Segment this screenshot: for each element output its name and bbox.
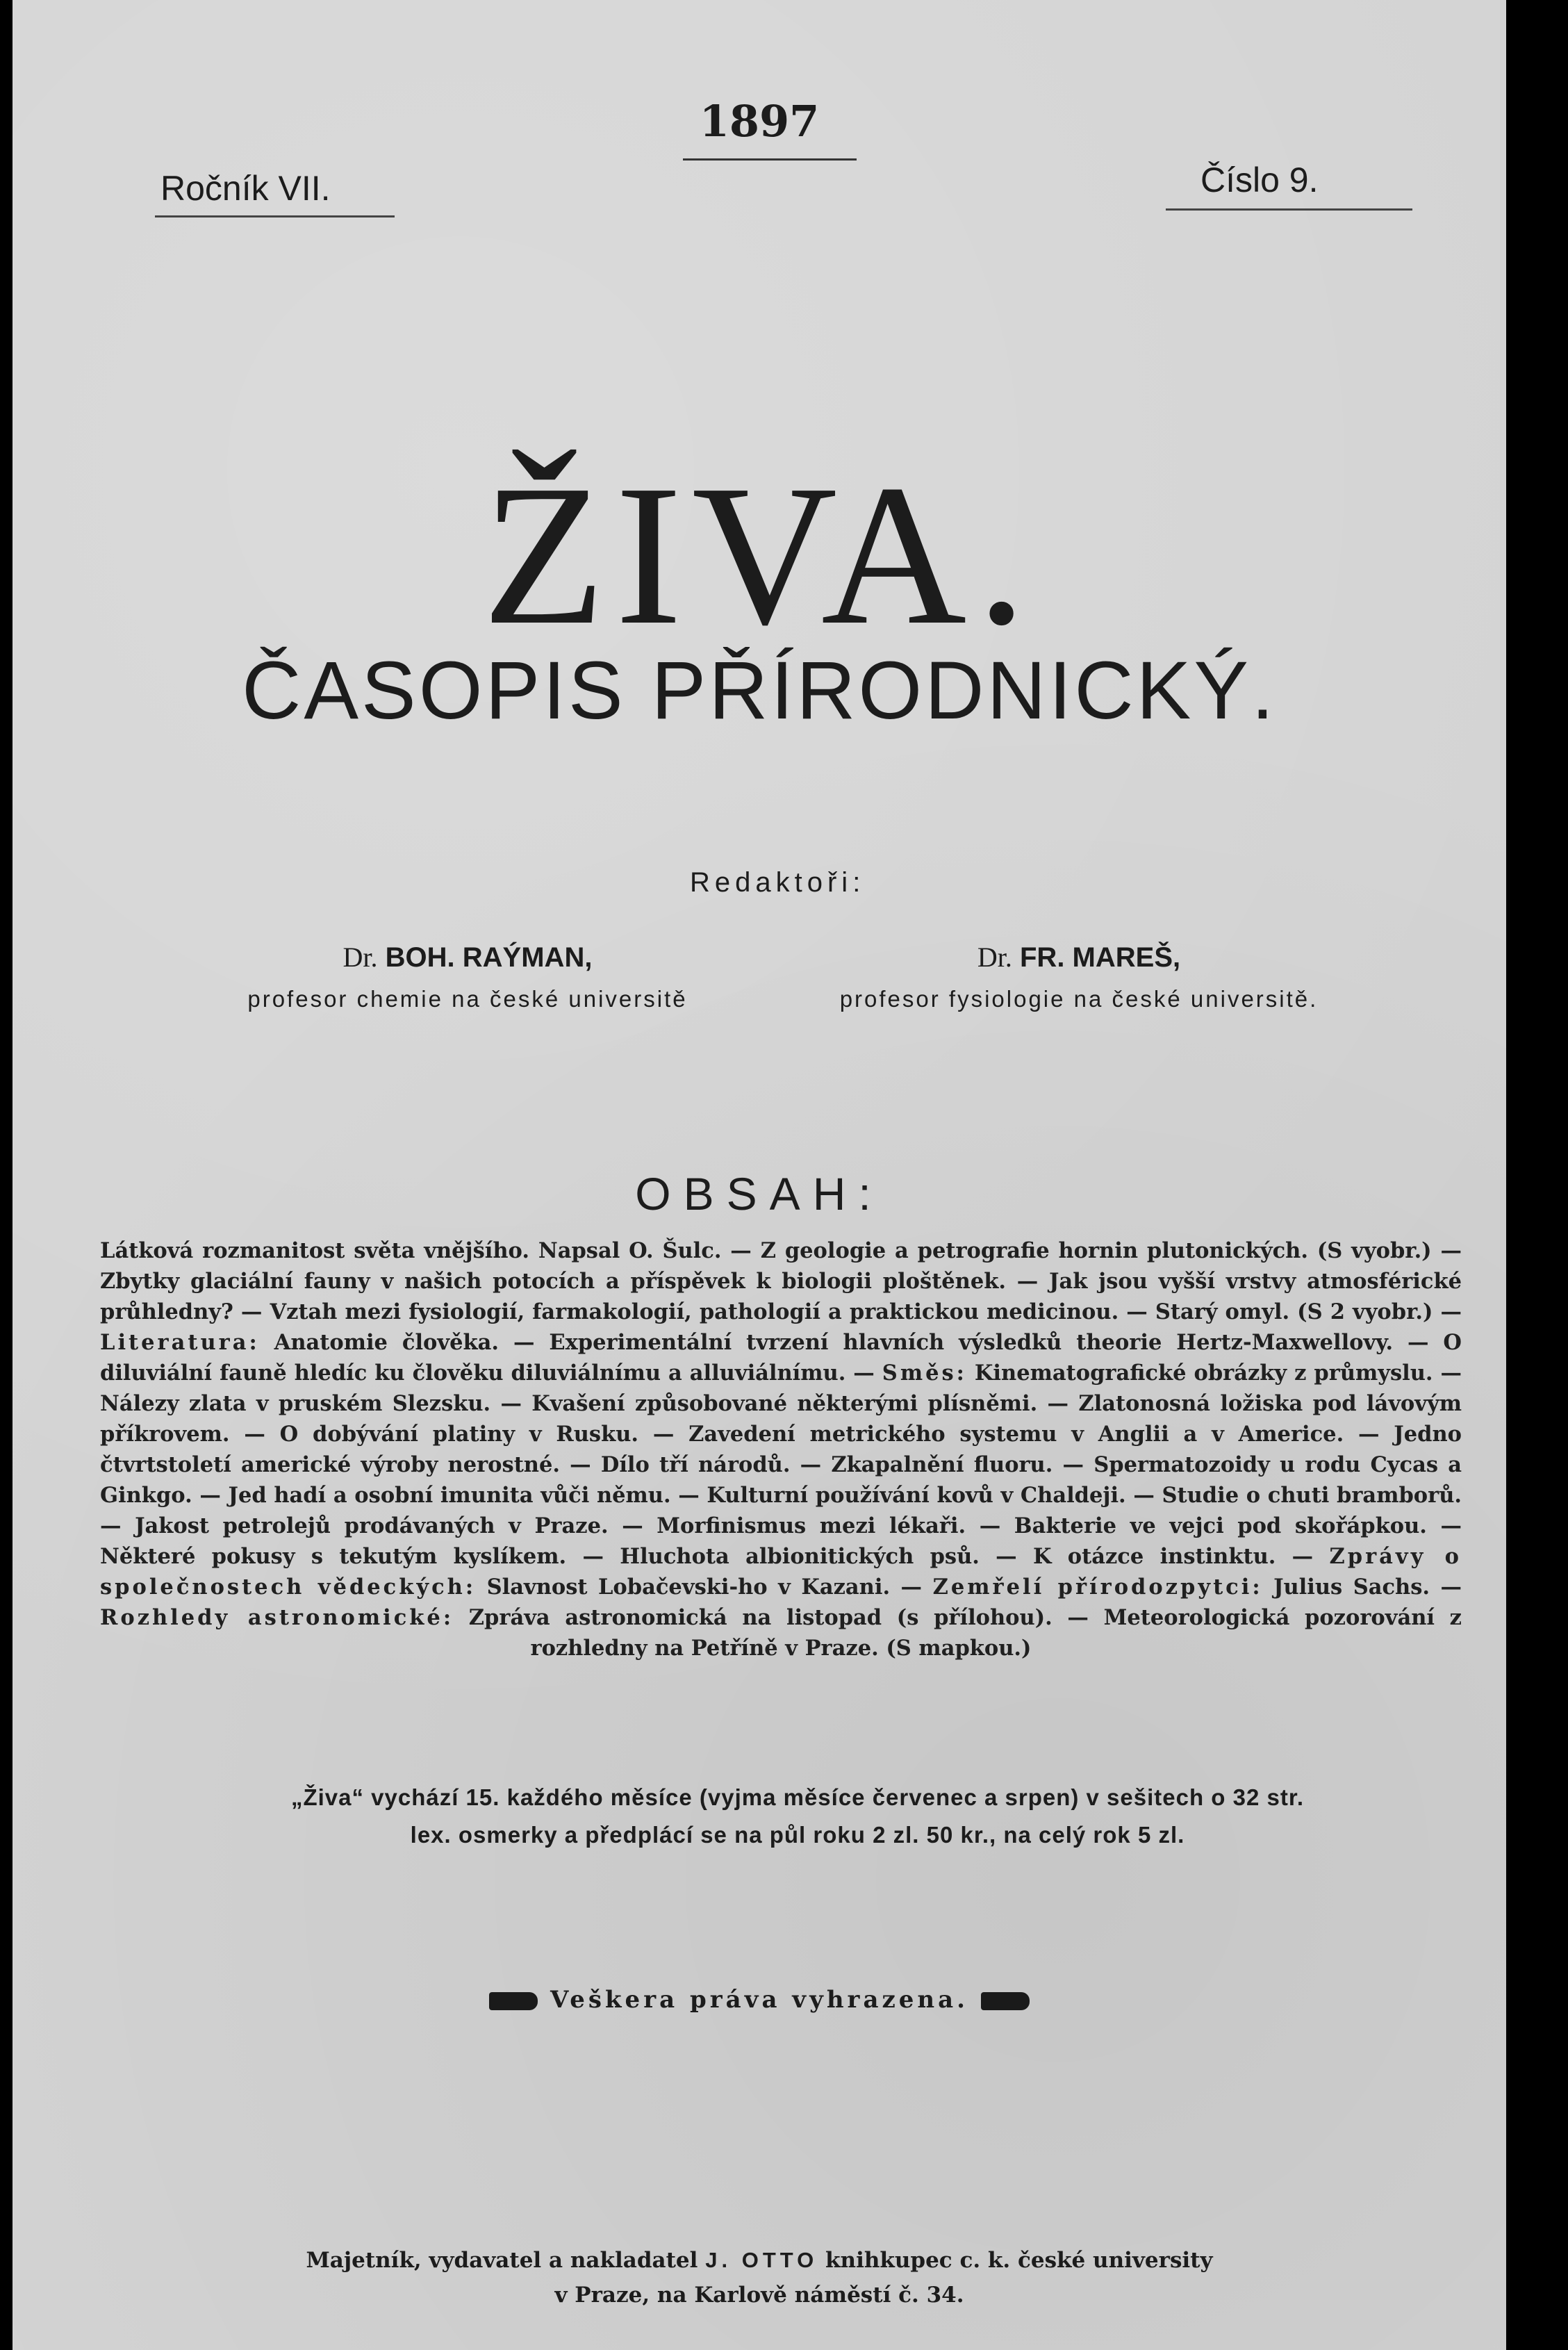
rights-reserved bbox=[13, 1986, 1506, 2014]
pointing-hand-icon bbox=[489, 1992, 538, 2010]
editor-role: profesor chemie na české universitě bbox=[247, 986, 688, 1012]
editor-mares bbox=[791, 941, 1367, 1012]
year-underline bbox=[683, 158, 857, 161]
notice-line: lex. osmerky a předplácí se na půl roku 2 zl. 50 kr., na celý rok 5 zl. bbox=[410, 1822, 1185, 1848]
publisher-imprint bbox=[13, 2243, 1506, 2312]
year: 1897 bbox=[699, 96, 820, 147]
contents-heading: OBSAH: bbox=[635, 1168, 884, 1219]
publisher-text: Majetník, vydavatel a nakladatel bbox=[306, 2248, 698, 2273]
editor-name bbox=[791, 941, 1367, 973]
publisher-text: knihkupec c. k. české university bbox=[825, 2248, 1213, 2273]
issue-number: Číslo 9. bbox=[1200, 161, 1319, 199]
editor-prefix: Dr. bbox=[977, 942, 1012, 973]
editor-rayman bbox=[200, 941, 735, 1012]
contents-part: Zpráva astronomická na listopad (s přílohou). — Meteorologická pozorování z rozhledny na Petříně v Praze. (S mapkou.) bbox=[468, 1605, 1462, 1661]
contents-part: Anatomie člověka. — Experimentální tvrzení hlavních výsledků theorie Hertz-Maxwellovy. — O diluviální fauně hledíc ku člověku diluviálnímu a alluviálnímu. — bbox=[100, 1330, 1462, 1386]
section-label-literature: Literatura: bbox=[100, 1330, 260, 1355]
section-label-astronomy: Rozhledy astronomické: bbox=[100, 1605, 454, 1630]
rights-text: Veškera práva vyhrazena. bbox=[550, 1986, 969, 2014]
journal-title: ŽIVA. bbox=[482, 443, 1037, 667]
journal-cover bbox=[13, 0, 1506, 2350]
subscription-notice bbox=[151, 1779, 1444, 1854]
contents-part: Julius Sachs. — bbox=[1273, 1575, 1462, 1600]
volume-number: Ročník VII. bbox=[160, 169, 331, 208]
journal-subtitle: ČASOPIS PŘÍRODNICKÝ. bbox=[242, 645, 1277, 737]
contents-part: Slavnost Lobačevski-ho v Kazani. — bbox=[486, 1575, 923, 1600]
publisher-name: J. OTTO bbox=[705, 2248, 818, 2272]
pointing-hand-icon bbox=[981, 1992, 1030, 2010]
volume-underline bbox=[155, 215, 395, 217]
section-label-misc: Směs: bbox=[882, 1361, 967, 1386]
section-label-news: Zprávy o společnostech vědeckých: bbox=[100, 1544, 1462, 1600]
editor-prefix: Dr. bbox=[343, 942, 378, 973]
editor-name-text: BOH. RAÝMAN, bbox=[385, 942, 593, 973]
contents-part: Kinematografické obrázky z průmyslu. — Nálezy zlata v pruském Slezsku. — Kvašení způsobované některými plísněmi. — Zlatonosná ložiska pod lávovým příkrovem. — O dobývání platiny v Rusku. — Zavedení metrického systemu v Anglii a v Americe. — Jedno čtvrtstoletí americké výroby nerostné. — Dílo tří národů. — Zkapalnění fluoru. — Spermatozoidy u rodu Cycas a Ginkgo. — Jed hadí a osobní imunita vůči němu. — Kulturní používání kovů v Chaldeji. — Studie o chuti bramborů. — Jakost petrolejů prodávaných v Praze. — Morfinismus mezi lékaři. — Bakterie ve vejci pod skořápkou. — Některé pokusy s tekutým kyslíkem. — Hluchota albionitických psů. — K otázce instinktu. — bbox=[100, 1361, 1462, 1569]
editors-label: Redaktoři: bbox=[690, 867, 866, 898]
editor-role: profesor fysiologie na české universitě. bbox=[839, 986, 1319, 1012]
publisher-address: v Praze, na Karlově náměstí č. 34. bbox=[554, 2283, 964, 2308]
publisher-line bbox=[13, 2243, 1506, 2278]
section-label-deceased: Zemřelí přírodozpytci: bbox=[932, 1575, 1263, 1600]
contents-part: Látková rozmanitost světa vnějšího. Napsal O. Šulc. — Z geologie a petrografie hornin plutonických. (S vyobr.) — Zbytky glaciální fauny v našich potocích a příspěvek k biologii ploštěnek. — Jak jsou vyšší vrstvy atmosférické průhledny? — Vztah mezi fysiologií, farmakologií, pathologií a praktickou medicinou. — Starý omyl. (S 2 vyobr.) — bbox=[100, 1238, 1462, 1324]
editor-name-text: FR. MAREŠ, bbox=[1020, 942, 1181, 973]
notice-line: „Živa“ vychází 15. každého měsíce (vyjma měsíce červenec a srpen) v sešitech o 32 str. bbox=[290, 1784, 1305, 1810]
issue-underline bbox=[1166, 208, 1412, 211]
contents-list bbox=[100, 1235, 1462, 1663]
editor-name bbox=[200, 941, 735, 973]
